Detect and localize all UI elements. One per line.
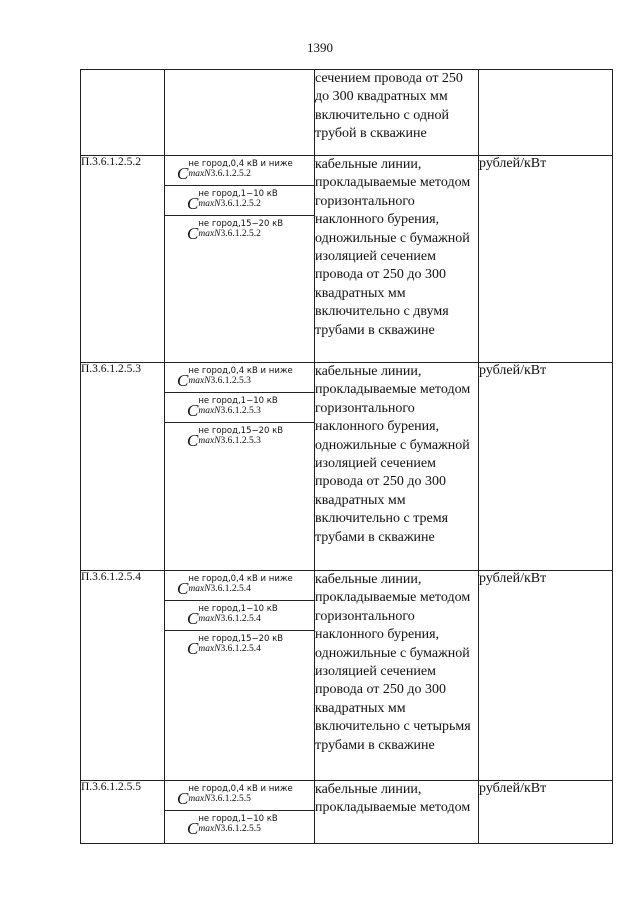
formula-subscript-index: 3.6.1.2.5.2 <box>210 169 251 179</box>
formula-subscript <box>188 376 292 386</box>
formula <box>165 781 314 811</box>
row-unit: рублей/кВт <box>479 571 613 781</box>
formula-superscript: не город,15−20 кВ <box>198 426 284 436</box>
formula-subscript-max: maxN <box>188 376 211 386</box>
formula-subscript-max: maxN <box>198 229 221 239</box>
formula-subscript-index: 3.6.1.2.5.5 <box>210 794 251 804</box>
row-description: кабельные линии, прокладываемые методом горизонтального наклонного бурения, одножильные с бумажной изоляцией сечением провода от 250 до 300 квадратных мм включительно с тремя трубами в скважине <box>315 363 479 571</box>
formula-indices <box>198 219 283 239</box>
row-unit <box>479 70 613 156</box>
formula-cell <box>165 70 315 156</box>
tariff-table <box>80 69 613 844</box>
row-unit: рублей/кВт <box>479 363 613 571</box>
formula-subscript <box>198 229 283 239</box>
formula-indices <box>198 189 277 209</box>
formula-subscript-index: 3.6.1.2.5.5 <box>220 824 261 834</box>
formula-superscript: не город,0,4 кВ и ниже <box>188 574 293 584</box>
formula-subscript-max: maxN <box>198 614 221 624</box>
row-code <box>81 70 165 156</box>
formula-subscript-index: 3.6.1.2.5.3 <box>220 406 261 416</box>
formula-indices <box>198 396 277 416</box>
formula <box>165 423 314 453</box>
formula-superscript: не город,1−10 кВ <box>198 396 278 406</box>
formula-subscript-max: maxN <box>188 794 211 804</box>
formula-symbol: C <box>187 224 199 243</box>
formula-indices <box>198 814 277 834</box>
formula-symbol: C <box>187 609 199 628</box>
formula-subscript-index: 3.6.1.2.5.4 <box>220 644 261 654</box>
formula-subscript <box>198 614 277 624</box>
formula-subscript-max: maxN <box>188 169 211 179</box>
formula-subscript-index: 3.6.1.2.5.3 <box>210 376 251 386</box>
formula-subscript <box>198 644 283 654</box>
formula <box>165 811 314 841</box>
formula <box>165 601 314 631</box>
formula <box>165 216 314 246</box>
formula-symbol: C <box>187 431 199 450</box>
table-row <box>81 363 613 571</box>
formula-cell <box>165 781 315 844</box>
table-row <box>81 156 613 363</box>
formula-subscript-max: maxN <box>188 584 211 594</box>
formula-symbol: C <box>177 371 189 390</box>
formula-subscript-index: 3.6.1.2.5.4 <box>210 584 251 594</box>
formula <box>165 363 314 393</box>
formula-cell <box>165 571 315 781</box>
formula-subscript <box>198 199 277 209</box>
formula-subscript-index: 3.6.1.2.5.4 <box>220 614 261 624</box>
formula-subscript-max: maxN <box>198 436 221 446</box>
formula-subscript-index: 3.6.1.2.5.2 <box>220 229 261 239</box>
formula <box>165 631 314 661</box>
formula-subscript-max: maxN <box>198 644 221 654</box>
formula-indices <box>188 574 292 594</box>
formula <box>165 571 314 601</box>
formula-symbol: C <box>187 819 199 838</box>
formula-superscript: не город,1−10 кВ <box>198 604 278 614</box>
row-description: кабельные линии, прокладываемые методом <box>315 781 479 844</box>
formula-superscript: не город,15−20 кВ <box>198 219 284 229</box>
row-code: П.3.6.1.2.5.4 <box>81 571 165 781</box>
formula-subscript <box>198 436 283 446</box>
formula-cell <box>165 363 315 571</box>
table-row <box>81 70 613 156</box>
formula-superscript: не город,0,4 кВ и ниже <box>188 159 293 169</box>
formula-indices <box>198 426 283 446</box>
page-number: 1390 <box>307 40 333 55</box>
formula-indices <box>198 604 277 624</box>
formula-symbol: C <box>177 164 189 183</box>
formula-subscript <box>188 794 292 804</box>
formula-indices <box>188 366 292 386</box>
formula-subscript <box>188 584 292 594</box>
row-description: кабельные линии, прокладываемые методом горизонтального наклонного бурения, одножильные с бумажной изоляцией сечением провода от 250 до 300 квадратных мм включительно с четырьмя трубами в скважине <box>315 571 479 781</box>
formula-indices <box>198 634 283 654</box>
formula-superscript: не город,1−10 кВ <box>198 189 278 199</box>
row-code: П.3.6.1.2.5.5 <box>81 781 165 844</box>
formula-symbol: C <box>187 639 199 658</box>
row-code: П.3.6.1.2.5.3 <box>81 363 165 571</box>
formula-subscript <box>188 169 292 179</box>
formula <box>165 393 314 423</box>
formula <box>165 156 314 186</box>
formula-superscript: не город,0,4 кВ и ниже <box>188 366 293 376</box>
row-unit: рублей/кВт <box>479 156 613 363</box>
formula-superscript: не город,0,4 кВ и ниже <box>188 784 293 794</box>
formula-superscript: не город,1−10 кВ <box>198 814 278 824</box>
row-code: П.3.6.1.2.5.2 <box>81 156 165 363</box>
formula-subscript-index: 3.6.1.2.5.2 <box>220 199 261 209</box>
row-description: сечением провода от 250 до 300 квадратных мм включительно с одной трубой в скважине <box>315 70 479 156</box>
formula-indices <box>188 784 292 804</box>
formula-symbol: C <box>177 789 189 808</box>
formula-subscript-max: maxN <box>198 406 221 416</box>
formula-symbol: C <box>177 579 189 598</box>
formula-symbol: C <box>187 401 199 420</box>
formula-indices <box>188 159 292 179</box>
formula-subscript <box>198 824 277 834</box>
row-description: кабельные линии, прокладываемые методом горизонтального наклонного бурения, одножильные с бумажной изоляцией сечением провода от 250 до 300 квадратных мм включительно с двумя трубами в скважине <box>315 156 479 363</box>
row-unit: рублей/кВт <box>479 781 613 844</box>
formula-subscript-index: 3.6.1.2.5.3 <box>220 436 261 446</box>
formula-subscript-max: maxN <box>198 824 221 834</box>
table-row <box>81 781 613 844</box>
tariff-table-body <box>81 70 613 844</box>
formula <box>165 186 314 216</box>
formula-subscript <box>198 406 277 416</box>
formula-superscript: не город,15−20 кВ <box>198 634 284 644</box>
table-row <box>81 571 613 781</box>
formula-cell <box>165 156 315 363</box>
formula-subscript-max: maxN <box>198 199 221 209</box>
formula-symbol: C <box>187 194 199 213</box>
